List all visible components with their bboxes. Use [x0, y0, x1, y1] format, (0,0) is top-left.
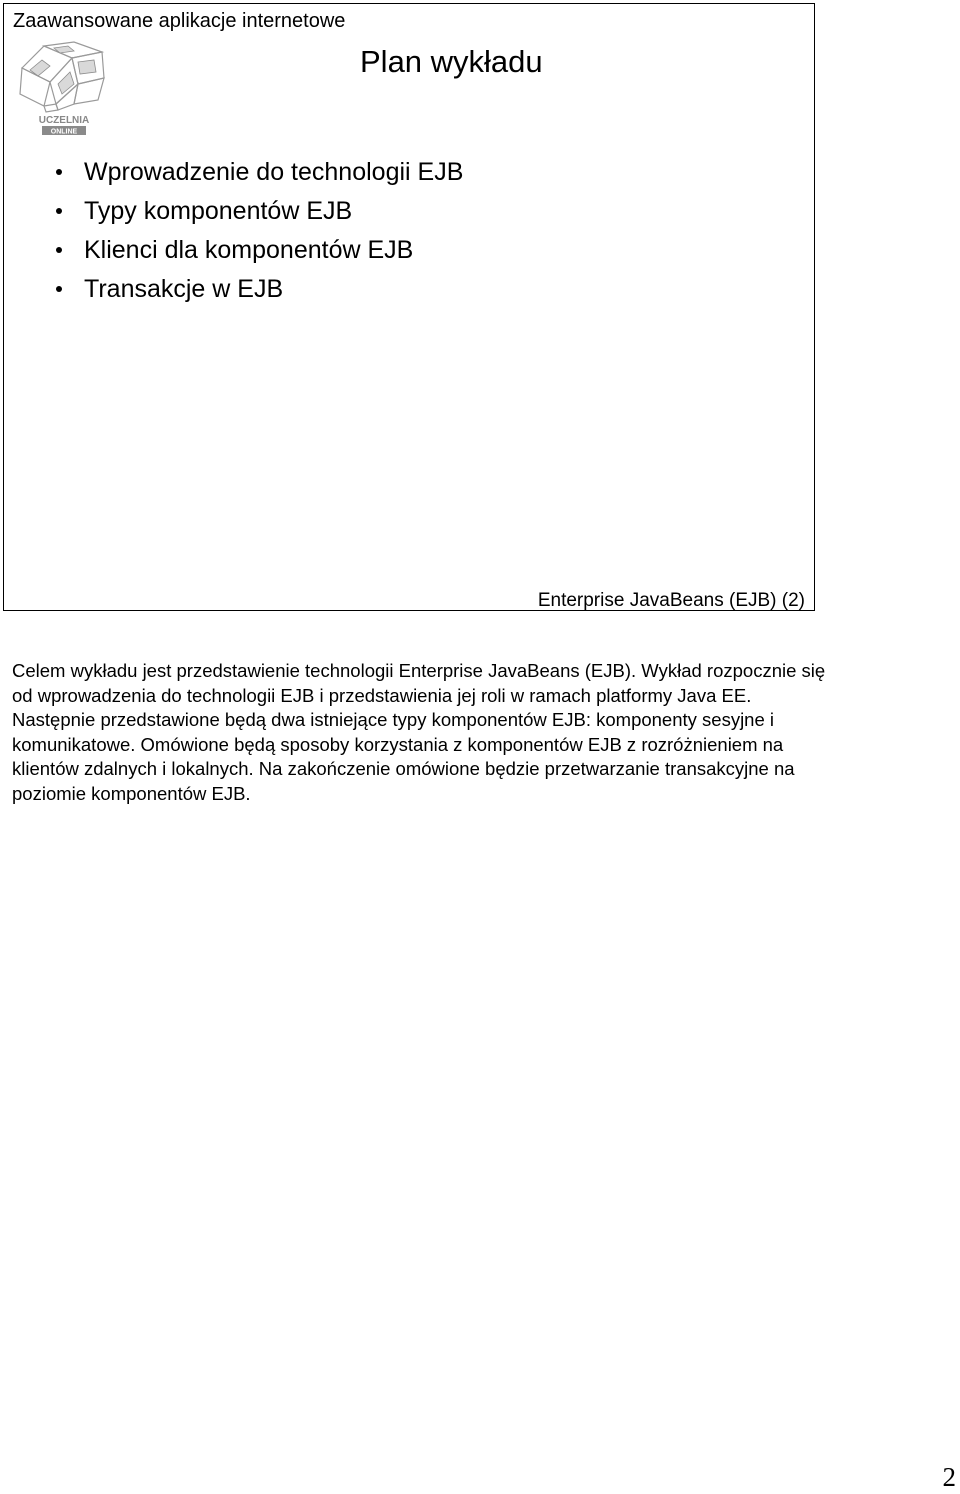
- course-title: Zaawansowane aplikacje internetowe: [13, 10, 346, 32]
- page-number: 2: [942, 1462, 956, 1492]
- bullet-dot-icon: [56, 286, 62, 292]
- bullet-item: Typy komponentów EJB: [54, 192, 463, 231]
- slide-title: Plan wykładu: [360, 44, 543, 79]
- bullet-item: Transakcje w EJB: [54, 270, 463, 309]
- bullet-item: Klienci dla komponentów EJB: [54, 231, 463, 270]
- bullet-dot-icon: [56, 247, 62, 253]
- bullet-list: [54, 153, 463, 309]
- lecture-notes: Celem wykładu jest przedstawienie technologii Enterprise JavaBeans (EJB). Wykład rozpocznie się od wprowadzenia do technologii EJB i przedstawienia jej roli w ramach platformy Java EE. Następnie przedstawione będą dwa istniejące typy komponentów EJB: komponenty sesyjne i komunikatowe. Omówione będą sposoby korzystania z komponentów EJB z rozróżnieniem na klientów zdalnych i lokalnych. Na zakończenie omówione będzie przetwarzanie transakcyjne na poziomie komponentów EJB.: [12, 660, 826, 804]
- bullet-dot-icon: [56, 169, 62, 175]
- slide-footer: Enterprise JavaBeans (EJB) (2): [537, 590, 805, 611]
- svg-text:UCZELNIA: UCZELNIA: [38, 115, 90, 126]
- bullet-dot-icon: [56, 208, 62, 214]
- slide-frame: [3, 3, 815, 611]
- grid-logo-icon: [14, 38, 114, 138]
- bullet-item: Wprowadzenie do technologii EJB: [54, 153, 463, 192]
- svg-text:ONLINE: ONLINE: [50, 128, 78, 136]
